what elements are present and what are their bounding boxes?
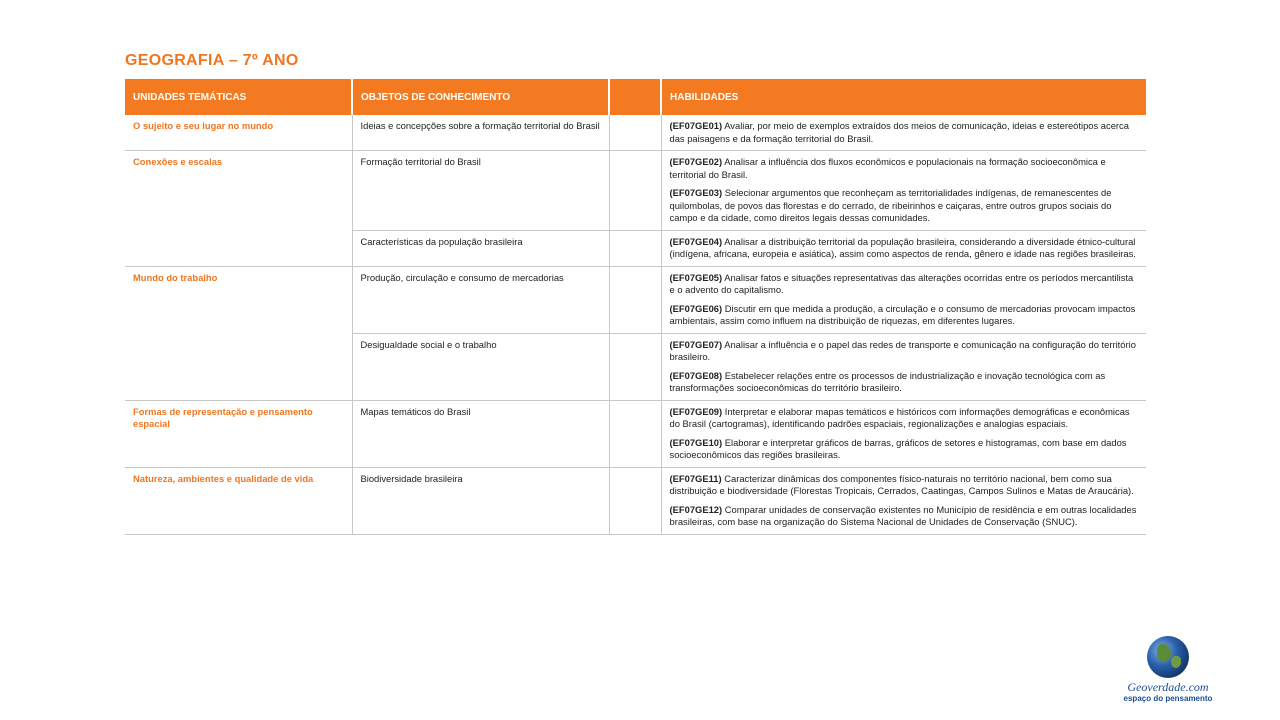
skill-item: [670, 437, 1139, 462]
skill-item: [670, 406, 1139, 431]
skill-text: Interpretar e elaborar mapas temáticos e históricos com informações demográficas e econômicas do Brasil (cartogramas), identificando padrões espaciais, regionalizações e analogias espaciais.: [669, 405, 1130, 429]
header-habilidades: HABILIDADES: [661, 79, 1146, 115]
table-row: [125, 266, 1146, 333]
skill-text: Analisar fatos e situações representativas das alterações ocorridas entre os períodos mercantilista e o advento do capitalismo.: [669, 271, 1134, 295]
skill-code: (EF07GE05): [669, 271, 723, 283]
table-header-row: [125, 79, 1146, 115]
geoverdade-logo: [1118, 636, 1218, 716]
blank-cell: [609, 400, 661, 467]
skill-item: [670, 339, 1139, 364]
blank-cell: [609, 230, 661, 266]
skill-item: [670, 187, 1139, 225]
curriculum-table-container: [125, 79, 1146, 535]
object-cell: Mapas temáticos do Brasil: [352, 400, 609, 467]
header-objetos: OBJETOS DE CONHECIMENTO: [352, 79, 609, 115]
skill-item: [670, 272, 1139, 297]
skills-cell: [661, 115, 1146, 151]
skill-item: [670, 473, 1139, 498]
skill-item: [670, 504, 1139, 529]
skills-cell: [661, 400, 1146, 467]
skill-code: (EF07GE10): [669, 436, 723, 448]
table-row: [125, 151, 1146, 231]
skill-code: (EF07GE12): [669, 503, 723, 515]
skill-text: Caracterizar dinâmicas dos componentes físico-naturais no território nacional, bem como sua distribuição e biodiversidade (Florestas Tropicais, Cerrados, Caatingas, Campos Sulinos e Matas de Araucária).: [669, 472, 1134, 496]
object-cell: Desigualdade social e o trabalho: [352, 333, 609, 400]
table-row: [125, 115, 1146, 151]
object-cell: Ideias e concepções sobre a formação territorial do Brasil: [352, 115, 609, 151]
skill-code: (EF07GE11): [669, 472, 722, 484]
skill-code: (EF07GE07): [669, 338, 723, 350]
table-body: [125, 115, 1146, 534]
skills-cell: [661, 333, 1146, 400]
skill-text: Discutir em que medida a produção, a circulação e o consumo de mercadorias provocam impactos ambientais, assim como influem na distribuição de riquezas, em diferentes lugares.: [669, 302, 1136, 326]
skill-code: (EF07GE01): [669, 120, 723, 131]
header-blank: [609, 79, 661, 115]
table-row: [125, 400, 1146, 467]
skills-cell: [661, 230, 1146, 266]
unit-cell: Natureza, ambientes e qualidade de vida: [125, 467, 352, 534]
logo-name: Geoverdade.com: [1127, 680, 1209, 694]
curriculum-table: [125, 79, 1146, 535]
skill-item: [670, 236, 1139, 261]
unit-cell: Mundo do trabalho: [125, 266, 352, 400]
skill-text: Analisar a distribuição territorial da população brasileira, considerando a diversidade étnico-cultural (indígena, africana, europeia e asiática), assim como aspectos de renda, gênero e idade nas regiões brasileiras.: [669, 235, 1136, 259]
skill-code: (EF07GE02): [669, 156, 723, 167]
blank-cell: [609, 266, 661, 333]
skill-text: Estabelecer relações entre os processos de industrialização e inovação tecnológica com as transformações socioeconômicas do território brasileiro.: [669, 369, 1106, 393]
skill-text: Analisar a influência dos fluxos econômicos e populacionais na formação socioeconômica e territorial do Brasil.: [669, 156, 1106, 180]
skill-item: [670, 370, 1139, 395]
skill-code: (EF07GE09): [669, 405, 723, 417]
skill-item: [670, 156, 1139, 181]
blank-cell: [609, 467, 661, 534]
blank-cell: [609, 115, 661, 151]
skill-text: Selecionar argumentos que reconheçam as territorialidades indígenas, de remanescentes de quilombolas, de povos das florestas e do cerrado, de ribeirinhos e caiçaras, entre outros grupos sociais do campo e da cidade, como direitos legais dessas comunidades.: [669, 187, 1112, 223]
skill-text: Elaborar e interpretar gráficos de barras, gráficos de setores e histogramas, com base em dados socioeconômicos das regiões brasileiras.: [669, 436, 1127, 460]
skills-cell: [661, 151, 1146, 231]
blank-cell: [609, 333, 661, 400]
skill-code: (EF07GE06): [669, 302, 723, 314]
object-cell: Produção, circulação e consumo de mercadorias: [352, 266, 609, 333]
skills-cell: [661, 266, 1146, 333]
object-cell: Formação territorial do Brasil: [352, 151, 609, 231]
skill-text: Analisar a influência e o papel das redes de transporte e comunicação na configuração do território brasileiro.: [669, 338, 1136, 362]
unit-cell: Conexões e escalas: [125, 151, 352, 267]
logo-tagline: espaço do pensamento: [1123, 694, 1213, 703]
unit-cell: O sujeito e seu lugar no mundo: [125, 115, 352, 151]
skill-text: Avaliar, por meio de exemplos extraídos dos meios de comunicação, ideias e estereótipos acerca das paisagens e da formação territorial do Brasil.: [669, 120, 1129, 144]
skill-item: [670, 120, 1139, 145]
object-cell: Biodiversidade brasileira: [352, 467, 609, 534]
skill-code: (EF07GE08): [669, 369, 723, 381]
skill-code: (EF07GE04): [669, 235, 723, 247]
header-unidades: UNIDADES TEMÁTICAS: [125, 79, 352, 115]
skill-code: (EF07GE03): [669, 187, 723, 198]
skill-text: Comparar unidades de conservação existentes no Município de residência e em outras localidades brasileiras, com base na organização do Sistema Nacional de Unidades de Conservação (SNUC).: [669, 503, 1137, 527]
skills-cell: [661, 467, 1146, 534]
object-cell: Características da população brasileira: [352, 230, 609, 266]
globe-icon: [1147, 636, 1189, 678]
skill-item: [670, 303, 1139, 328]
blank-cell: [609, 151, 661, 231]
unit-cell: Formas de representação e pensamento espacial: [125, 400, 352, 467]
page-title: GEOGRAFIA – 7º ANO: [125, 52, 299, 69]
table-row: [125, 467, 1146, 534]
